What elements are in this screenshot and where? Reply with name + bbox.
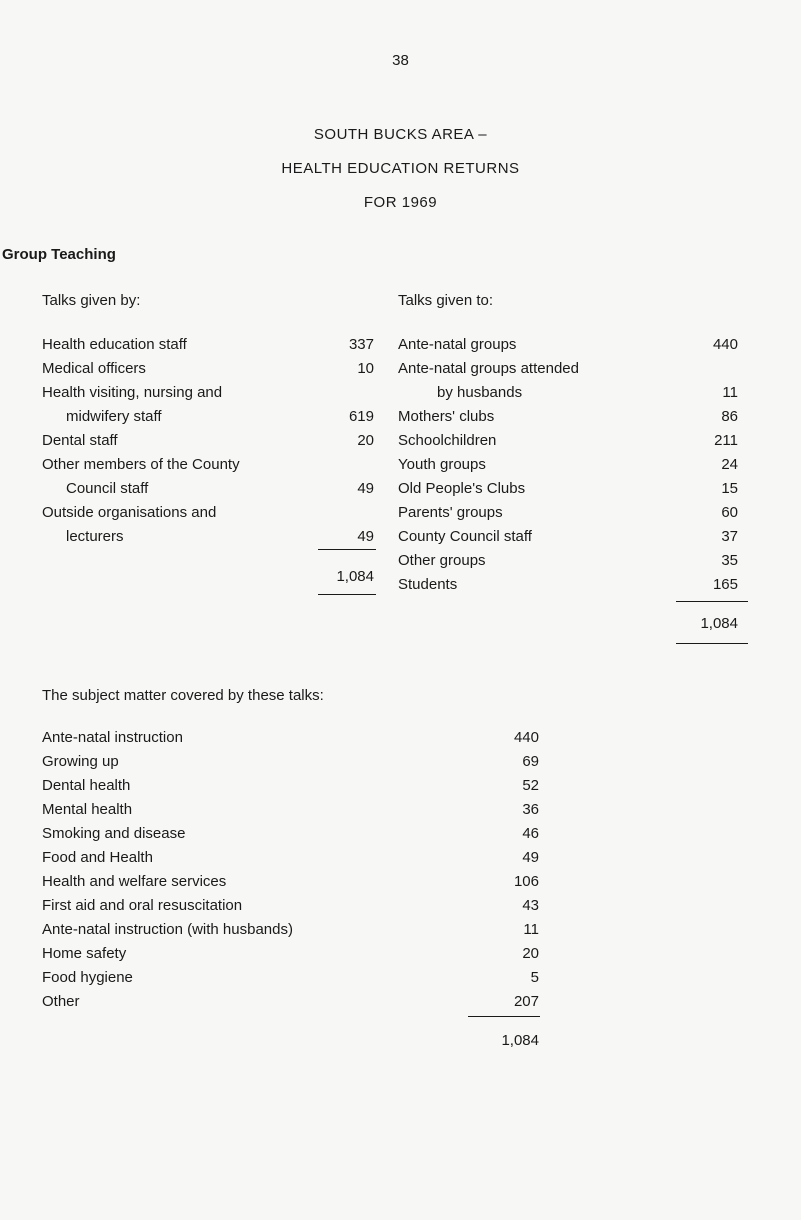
row-label: Medical officers [42,360,146,377]
given-by-total-rule-bottom [318,594,376,595]
row-value: 11 [523,921,539,938]
given-by-heading: Talks given by: [42,292,141,309]
row-value: 20 [357,432,374,449]
title-line-1: SOUTH BUCKS AREA – [313,126,488,143]
row-label: Ante-natal instruction [42,729,183,746]
row-label: lecturers [66,528,124,545]
row-value: 20 [522,945,539,962]
row-label: Mothers' clubs [398,408,495,425]
row-label: by husbands [437,384,523,401]
row-value: 49 [522,849,539,866]
given-to-total-rule-bottom [676,643,748,644]
row-value: 49 [357,480,374,497]
row-value: 11 [722,384,738,401]
row-label: Parents' groups [398,504,503,521]
row-label: Ante-natal groups [398,336,517,353]
row-value: 46 [522,825,539,842]
row-value: 337 [348,336,374,353]
page-number: 38 [392,52,409,69]
row-label: Ante-natal groups attended [398,360,579,377]
row-value: 36 [522,801,539,818]
subjects-heading: The subject matter covered by these talks: [42,687,324,704]
row-value: 165 [712,576,738,593]
row-value: 207 [513,993,539,1010]
row-value: 106 [513,873,539,890]
row-value: 5 [530,969,539,986]
row-label: Health visiting, nursing and [42,384,223,401]
row-label: Health and welfare services [42,873,227,890]
given-to-total: 1,084 [700,615,738,632]
row-label: Home safety [42,945,127,962]
given-to-heading: Talks given to: [398,292,494,309]
row-value: 440 [712,336,738,353]
row-label: midwifery staff [66,408,162,425]
row-label: Council staff [66,480,149,497]
row-label: Smoking and disease [42,825,186,842]
row-label: Other members of the County [42,456,240,473]
title-line-2: HEALTH EDUCATION RETURNS [281,160,520,177]
row-value: 49 [357,528,374,545]
row-value: 86 [721,408,738,425]
row-value: 619 [348,408,374,425]
row-label: County Council staff [398,528,532,545]
subjects-total: 1,084 [501,1032,539,1049]
row-value: 24 [721,456,738,473]
row-label: First aid and oral resuscitation [42,897,243,914]
row-label: Dental staff [42,432,118,449]
row-value: 440 [513,729,539,746]
row-value: 15 [721,480,738,497]
row-value: 52 [522,777,539,794]
row-label: Health education staff [42,336,187,353]
row-label: Outside organisations and [42,504,217,521]
row-label: Food and Health [42,849,153,866]
row-label: Dental health [42,777,131,794]
row-value: 211 [714,432,738,449]
row-label: Schoolchildren [398,432,497,449]
row-label: Growing up [42,753,119,770]
row-value: 35 [721,552,738,569]
row-label: Old People's Clubs [398,480,526,497]
row-value: 69 [522,753,539,770]
subjects-total-rule-top [468,1016,540,1017]
given-by-total-rule-top [318,549,376,550]
section-heading: Group Teaching [2,246,116,263]
given-to-total-rule-top [676,601,748,602]
given-by-total: 1,084 [336,568,374,585]
title-line-3: FOR 1969 [363,194,438,211]
row-value: 60 [721,504,738,521]
row-label: Food hygiene [42,969,133,986]
row-label: Other [42,993,80,1010]
row-value: 43 [522,897,539,914]
row-label: Mental health [42,801,133,818]
row-label: Other groups [398,552,486,569]
row-value: 37 [721,528,738,545]
row-label: Ante-natal instruction (with husbands) [42,921,293,938]
row-value: 10 [357,360,374,377]
row-label: Students [398,576,458,593]
row-label: Youth groups [398,456,486,473]
